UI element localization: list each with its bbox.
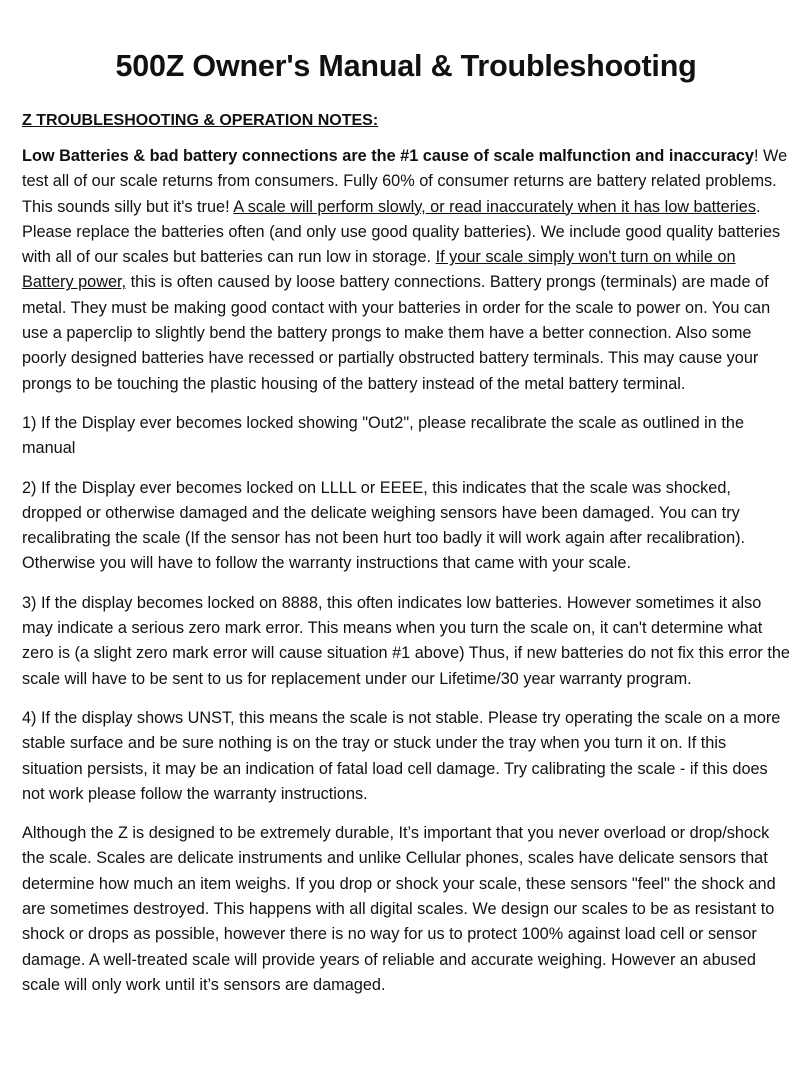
intro-text-b: . Please replace the batteries often (and only use good quality batteries). We include good quality batteries with all of our scales but batteries can run low in storage. [22,197,781,267]
intro-text-c: this is often caused by loose battery connections. Battery prongs (terminals) are made of metal. They must be making good contact with your batteries in order for the scale to power on. You can use a paperclip to slightly bend the battery prongs to make them have a better connection. Also some poorly designed batteries have recessed or partially obstructed battery terminals. This may cause your prongs to be touching the plastic housing of the battery instead of the metal battery terminal. [22,273,771,393]
document-page [22,0,790,998]
intro-text-a: ! We test all of our scale returns from consumers. Fully 60% of consumer returns are battery related problems. This sounds silly but it's true! [22,147,788,216]
troubleshooting-item-4: 4) If the display shows UNST, this means the scale is not stable. Please try operating the scale on a more stable surface and be sure nothing is on the tray or stuck under the tray when you turn it on. If this situation persists, it may be an indication of fatal load cell damage. Try calibrating the scale - if this does not work please follow the warranty instructions. [22,708,781,803]
closing-paragraph: Although the Z is designed to be extremely durable, It’s important that you never overload or drop/shock the scale. Scales are delicate instruments and unlike Cellular phones, scales have delicate sensors that determine how much an item weighs. If you drop or shock your scale, these sensors "feel" the shock and are sometimes destroyed. This happens with all digital scales. We design our scales to be as resistant to shock or drops as possible, however there is no way for us to protect 100% against load cell or sensor damage. A well-treated scale will provide years of reliable and accurate weighing. However an abused scale will only work until it’s sensors are damaged. [22,824,776,994]
troubleshooting-item-3: 3) If the display becomes locked on 8888, this often indicates low batteries. However sometimes it also may indicate a serious zero mark error. This means when you turn the scale on, it can't determine what zero is (a slight zero mark error will cause situation #1 above) Thus, if new batteries do not fix this error the scale will have to be sent to us for replacement under our Lifetime/30 year warranty program. [22,593,790,688]
troubleshooting-item-2: 2) If the Display ever becomes locked on LLLL or EEEE, this indicates that the scale was shocked, dropped or otherwise damaged and the delicate weighing sensors have been damaged. You can try recalibrating the scale (If the sensor has not been hurt too badly it will work again after recalibration). Otherwise you will have to follow the warranty instructions that came with your scale. [22,478,746,573]
intro-bold-lead: Low Batteries & bad battery connections are the #1 cause of scale malfunction and inaccuracy [22,147,754,165]
section-heading: Z TROUBLESHOOTING & OPERATION NOTES: [22,112,379,129]
troubleshooting-item-1: 1) If the Display ever becomes locked showing "Out2", please recalibrate the scale as outlined in the manual [22,413,744,458]
intro-paragraph [22,144,790,397]
intro-underline-b: If your scale simply won't turn on while on Battery power, [22,248,736,292]
page-title: 500Z Owner's Manual & Troubleshooting [115,49,697,83]
intro-underline-a: A scale will perform slowly, or read inaccurately when it has low batteries [233,197,756,216]
